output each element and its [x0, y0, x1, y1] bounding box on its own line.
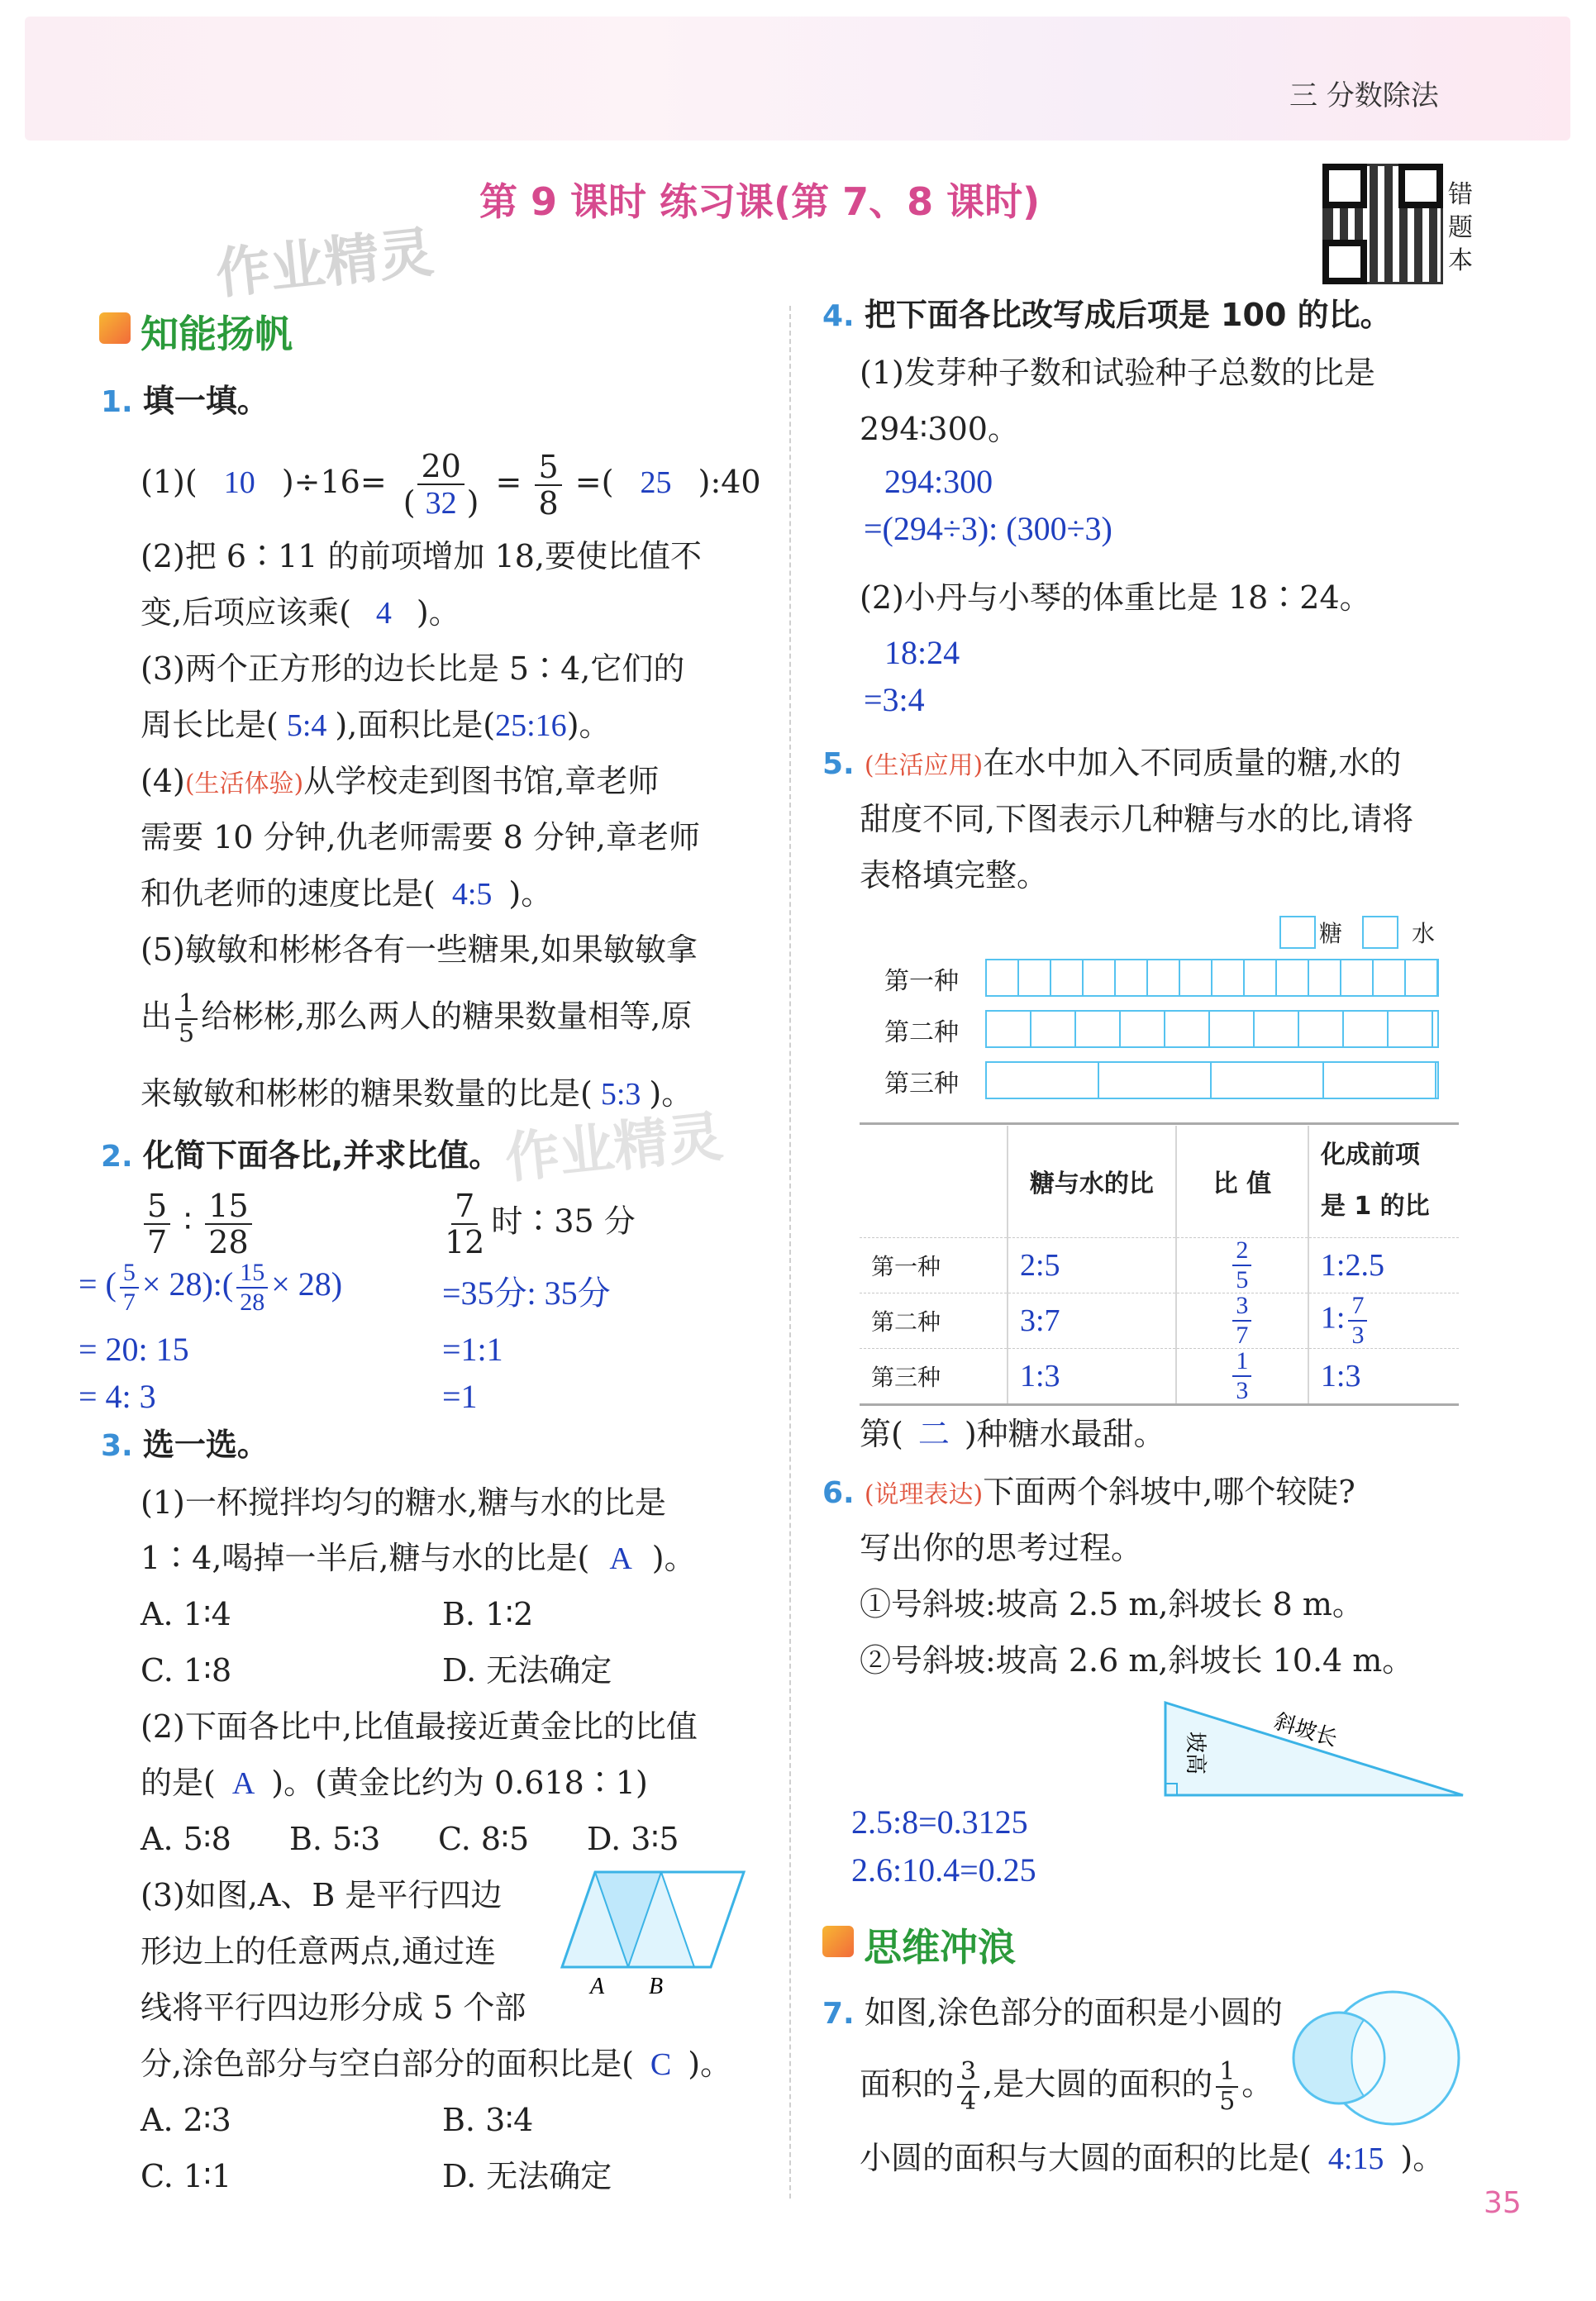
q1-p1: (1)( 10 )÷16= $\frac{20}{( 32 )}$ = $\frac{5}{8}$ =( 25 ):40: [141, 448, 761, 522]
watermark-1: 作业精灵: [212, 220, 436, 307]
bar-label-3: 第三种: [884, 1070, 959, 1098]
q1-p5-line2: 出 $\frac{1}{5}$ 给彬彬,那么两人的糖果数量相等,原: [141, 989, 693, 1048]
q3-p2-option-c: C. 8∶5: [438, 1821, 530, 1857]
q3-p1-option-b: B. 1∶2: [442, 1596, 534, 1632]
q3-p3-answer: C: [650, 2047, 672, 2082]
q2-right-expression: $\frac{7}{12}$ 时∶35 分: [445, 1188, 636, 1260]
q5-tag: (生活应用): [864, 751, 984, 780]
q3-p3-line3: 线将平行四边形分成 5 个部: [141, 1989, 526, 2026]
q1-p3-answer-2: 25:16: [495, 708, 567, 743]
q3-p1-option-a: A. 1∶4: [141, 1596, 231, 1632]
q3-p3-line4: 分,涂色部分与空白部分的面积比是( C )。: [141, 2046, 732, 2082]
slope-figure: [1157, 1694, 1471, 1802]
q1-p1-answer-3: 25: [640, 465, 672, 500]
table-row: 第二种 3:7 $\frac{3}{7}$ 1: $\frac{7}{3}$: [860, 1293, 1459, 1348]
slope-length-label: 斜坡长: [1270, 1709, 1341, 1752]
q1-number: 1.: [101, 385, 133, 419]
q3-p2-answer: A: [231, 1766, 255, 1801]
q3-p3-option-b: B. 3∶4: [442, 2102, 534, 2138]
column-divider: [789, 306, 791, 2199]
lesson-title: 第 9 课时 练习课(第 7、8 课时): [479, 179, 1041, 224]
qr-corner-tr: [1398, 164, 1443, 208]
q1-p2-answer: 4: [375, 596, 392, 631]
q3-p3-option-c: C. 1∶1: [141, 2158, 232, 2194]
q5-conclusion: 第( 二 )种糖水最甜。: [860, 1416, 1165, 1452]
q1-p5-line3: 来敏敏和彬彬的糖果数量的比是( 5:3 )。: [141, 1075, 693, 1112]
q1-p5-fraction: $\frac{1}{5}$: [175, 992, 198, 1046]
q4-title-row: [822, 296, 1392, 336]
q1-title: 填一填。: [142, 383, 269, 419]
page-number: 35: [1484, 2186, 1522, 2220]
qr-label-2: 题: [1448, 213, 1473, 242]
q1-p1-text-a: (1)(: [141, 464, 198, 500]
bar-grid-3: [985, 1061, 1439, 1099]
header-ratio: 糖与水的比: [1008, 1126, 1176, 1237]
q1-p3-line2: 周长比是( 5:4 ),面积比是(25:16)。: [141, 707, 611, 743]
q3-p3-line1: (3)如图,A、B 是平行四边: [141, 1877, 503, 1913]
legend-water-label: 水: [1412, 920, 1436, 947]
q2-right-work-1: =35分: 35分: [442, 1274, 611, 1312]
q5-line2: 甜度不同,下图表示几种糖与水的比,请将: [860, 801, 1414, 837]
qr-label-3: 本: [1448, 246, 1473, 275]
q6-number: 6.: [822, 1476, 855, 1510]
q4-p2-work-2: =3:4: [864, 681, 925, 718]
bar-grid-2: [985, 1010, 1439, 1048]
q3-p2-line2: 的是( A )。(黄金比约为 0.618∶1): [141, 1765, 648, 1801]
qr-corner-tl: [1322, 164, 1367, 208]
q7-number: 7.: [822, 1997, 855, 2031]
section-icon-2: [822, 1926, 854, 1957]
q3-p2-option-d: D. 3∶5: [587, 1821, 679, 1857]
watermark-2: 作业精灵: [502, 1104, 726, 1191]
header-value: 比 值: [1176, 1126, 1308, 1237]
slope-height-label: 坡高: [1183, 1732, 1208, 1775]
q5-table: [860, 1126, 1459, 1406]
legend-water-box: [1362, 916, 1398, 949]
q1-p4-line3: 和仇老师的速度比是( 4:5 )。: [141, 875, 553, 912]
q2-title-row: [101, 1136, 500, 1176]
q3-p3-option-d: D. 无法确定: [442, 2158, 612, 2194]
q6-work-2: 2.6:10.4=0.25: [851, 1851, 1036, 1889]
q1-p3-answer-1: 5:4: [286, 708, 327, 743]
q6-tag: (说理表达): [864, 1480, 984, 1509]
q1-p5-line1: (5)敏敏和彬彬各有一些糖果,如果敏敏拿: [141, 931, 698, 968]
q2-number: 2.: [101, 1140, 133, 1174]
q3-number: 3.: [101, 1429, 133, 1463]
q5-line3: 表格填完整。: [860, 857, 1049, 893]
q3-title: 选一选。: [142, 1427, 269, 1463]
q4-p1-line1: (1)发芽种子数和试验种子总数的比是: [860, 355, 1375, 391]
q7-line3: 小圆的面积与大圆的面积的比是( 4:15 )。: [860, 2140, 1445, 2176]
q3-p1-answer: A: [609, 1541, 632, 1576]
qr-label-1: 错: [1448, 180, 1473, 209]
q1-p3-line1: (3)两个正方形的边长比是 5∶4,它们的: [141, 650, 685, 687]
bar-label-2: 第二种: [884, 1018, 959, 1047]
q2-right-work-2: =1:1: [442, 1331, 503, 1368]
q4-p2-work-1: 18:24: [884, 634, 960, 671]
header-normalized: 化成前项 是 1 的比: [1320, 1141, 1430, 1222]
q3-p2-option-a: A. 5∶8: [141, 1821, 231, 1857]
q1-p2-line1: (2)把 6∶11 的前项增加 18,要使比值不: [141, 538, 703, 574]
chapter-label: 三 分数除法: [1289, 79, 1439, 112]
q4-p1-line2: 294∶300。: [860, 411, 1019, 447]
q4-number: 4.: [822, 299, 855, 333]
q7-answer: 4:15: [1327, 2141, 1384, 2176]
q3-p2-option-b: B. 5∶3: [289, 1821, 381, 1857]
point-b-label: B: [649, 1974, 664, 1996]
q5-answer: 二: [917, 1417, 950, 1452]
section-title-2: 思维冲浪: [864, 1925, 1016, 1970]
q1-p1-fraction-2: $\frac{5}{8}$: [535, 451, 561, 519]
q4-title: 把下面各比改写成后项是 100 的比。: [864, 297, 1392, 333]
section-title-1: 知能扬帆: [141, 312, 293, 356]
q3-p1-option-d: D. 无法确定: [442, 1652, 612, 1689]
table-row: 第三种 1:3 $\frac{1}{3}$ 1:3: [860, 1348, 1459, 1404]
section-icon-1: [99, 312, 131, 344]
q1-p4-answer: 4:5: [451, 877, 493, 912]
legend-sugar-label: 糖: [1319, 920, 1343, 947]
table-row: 第一种 2:5 $\frac{2}{5}$ 1:2.5: [860, 1237, 1459, 1293]
q1-p1-fraction-1: $\frac{20}{( 32 )}$: [403, 448, 479, 521]
q6-line3: ①号斜坡:坡高 2.5 m,斜坡长 8 m。: [860, 1586, 1364, 1622]
circles-figure: [1289, 1988, 1467, 2128]
q5-line1: 5. (生活应用)在水中加入不同质量的糖,水的: [822, 745, 1402, 781]
q1-p1-answer-1: 10: [223, 465, 255, 500]
q4-p1-work-1: 294:300: [884, 463, 993, 500]
q7-line2: 面积的 $\frac{3}{4}$ ,是大圆的面积的 $\frac{1}{5}$ 。: [860, 2057, 1274, 2116]
q2-left-work-1: = ( $\frac{5}{7}$ × 28):( $\frac{15}{28}$ × 28): [79, 1259, 343, 1316]
q3-p2-line1: (2)下面各比中,比值最接近黄金比的比值: [141, 1708, 698, 1745]
q2-left-expression: $\frac{5}{7}$ ∶ $\frac{15}{28}$: [141, 1190, 255, 1258]
qr-corner-bl: [1322, 240, 1367, 284]
q3-p3-option-a: A. 2∶3: [141, 2102, 231, 2138]
q6-line4: ②号斜坡:坡高 2.6 m,斜坡长 10.4 m。: [860, 1642, 1414, 1679]
q5-number: 5.: [822, 747, 855, 781]
q1-p2-line2: 变,后项应该乘( 4 )。: [141, 594, 460, 631]
parallelogram-figure: [545, 1864, 752, 1996]
q1-p4-tag: (生活体验): [184, 769, 304, 798]
legend-sugar-box: [1279, 916, 1316, 949]
q1-p5-answer: 5:3: [600, 1077, 641, 1112]
bar-grid-1: [985, 959, 1439, 997]
q7-line1: 7. 如图,涂色部分的面积是小圆的: [822, 1994, 1283, 2031]
q3-p1-line2: 1∶4,喝掉一半后,糖与水的比是( A )。: [141, 1540, 696, 1576]
bar-label-1: 第一种: [884, 967, 959, 996]
q3-p1-option-c: C. 1∶8: [141, 1652, 232, 1689]
q3-title-row: [101, 1426, 269, 1465]
q3-p1-line1: (1)一杯搅拌均匀的糖水,糖与水的比是: [141, 1484, 666, 1521]
point-a-label: A: [590, 1974, 605, 1996]
q6-line2: 写出你的思考过程。: [860, 1530, 1143, 1566]
q2-left-work-2: = 20: 15: [79, 1331, 189, 1368]
q2-left-work-3: = 4: 3: [79, 1378, 156, 1415]
slope-triangle: [1165, 1703, 1463, 1795]
q5-table-top-rule: [860, 1122, 1459, 1125]
q1-p1-text-b: )÷16=: [281, 464, 387, 500]
q3-p3-line2: 形边上的任意两点,通过连: [141, 1933, 497, 1970]
q4-p1-work-2: =(294÷3): (300÷3): [864, 510, 1112, 547]
q1-title-row: [101, 382, 269, 422]
q2-right-work-3: =1: [442, 1378, 478, 1415]
q4-p2-line1: (2)小丹与小琴的体重比是 18∶24。: [860, 579, 1371, 616]
q1-p1-answer-2: 32: [425, 486, 457, 521]
q2-title: 化简下面各比,并求比值。: [142, 1137, 501, 1174]
q6-work-1: 2.5:8=0.3125: [851, 1803, 1028, 1841]
q1-p4-line2: 需要 10 分钟,仇老师需要 8 分钟,章老师: [141, 819, 701, 855]
q1-p4-line1: (4)(生活体验)从学校走到图书馆,章老师: [141, 763, 660, 799]
q6-line1: 6. (说理表达)下面两个斜坡中,哪个较陡?: [822, 1474, 1355, 1510]
